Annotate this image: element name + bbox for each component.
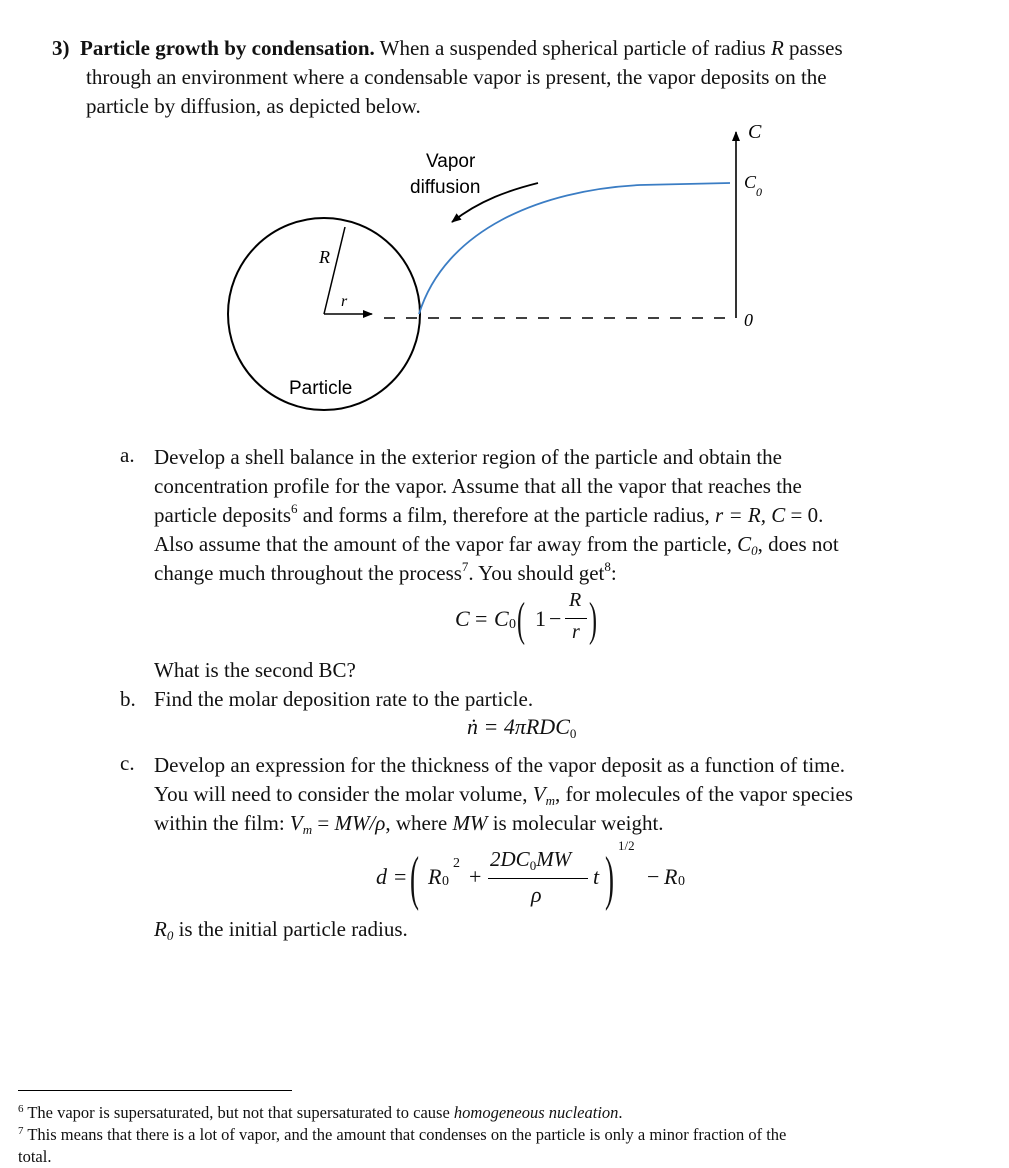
axis-label-C0: $C_0$ xyxy=(744,172,763,199)
particle-label: Particle xyxy=(289,378,353,399)
r-label: r xyxy=(341,293,348,310)
problem-number: 3) xyxy=(52,36,70,60)
part-c-line-1: Develop an expression for the thickness of the vapor deposit as a function of time. xyxy=(154,753,846,777)
part-a-line-2: concentration profile for the vapor. Assume that all the vapor that reaches the xyxy=(154,474,802,498)
part-b-letter: b. xyxy=(120,687,136,711)
part-c-line-2: You will need to consider the molar volume, $V_m$, for molecules of the vapor species xyxy=(154,782,853,808)
part-c-body xyxy=(154,751,910,838)
footnote-6: $^6$ The vapor is supersaturated, but not that supersaturated to cause homogeneous nucleation. xyxy=(18,1103,623,1122)
footnote-ref-8: 8 xyxy=(604,559,611,574)
equation-concentration-profile: C = C 0 ( 1 − R r ) xyxy=(455,589,597,646)
part-c-letter: c. xyxy=(120,751,135,775)
vapor-label-line1: Vapor xyxy=(426,151,476,172)
axis-label-C: C xyxy=(748,121,762,143)
part-a-line-5: change much throughout the process$^7$. You should get$^8$: xyxy=(154,559,617,585)
intro-line-3: particle by diffusion, as depicted below. xyxy=(86,94,421,118)
problem-title: Particle growth by condensation. xyxy=(80,36,375,60)
footnote-ref-7: 7 xyxy=(461,559,469,574)
part-c-line-3: within the film: $V_m = MW/\rho$, where MW is molecular weight. xyxy=(154,811,664,837)
part-a-letter: a. xyxy=(120,443,135,467)
intro-line-1 xyxy=(52,34,912,63)
part-a-body xyxy=(154,443,908,588)
equation-deposit-thickness: d = ( R 0 2 + $2DC_0MW$ ρ t ) 1/2 − R 0 xyxy=(376,838,685,911)
part-a-line-1: Develop a shell balance in the exterior region of the particle and obtain the xyxy=(154,445,783,469)
intro-symbol-R: R xyxy=(770,36,784,60)
vapor-label-line2: diffusion xyxy=(410,177,481,198)
radius-label-R: R xyxy=(319,247,330,267)
initial-radius-note: $R_0$ is the initial particle radius. xyxy=(154,917,408,943)
footnote-divider xyxy=(18,1090,292,1091)
intro-text: When a suspended spherical particle of radius xyxy=(379,36,766,60)
axis-label-zero: 0 xyxy=(744,310,753,330)
part-a-line-3: particle deposits$^6$ and forms a film, therefore at the particle radius, r = R, C = 0. xyxy=(154,501,824,527)
footnote-7: $^7$ This means that there is a lot of vapor, and the amount that condenses on the particle is only a minor fraction of the total. xyxy=(18,1125,787,1166)
equation-deposition-rate: ṅ = 4πRDC$_0$ xyxy=(467,714,577,741)
part-b-text: Find the molar deposition rate to the particle. xyxy=(154,687,534,711)
concentration-profile-curve xyxy=(419,183,730,314)
part-a-line-4: Also assume that the amount of the vapor far away from the particle, $C_0$, does not xyxy=(154,532,839,558)
intro-text-end: passes xyxy=(789,36,843,60)
intro-line-2: through an environment where a condensable vapor is present, the vapor deposits on the xyxy=(86,65,827,89)
diffusion-figure xyxy=(0,115,1009,415)
problem-intro xyxy=(52,34,912,121)
part-a-question: What is the second BC? xyxy=(154,658,356,682)
footnote-ref-6: 6 xyxy=(291,501,298,516)
